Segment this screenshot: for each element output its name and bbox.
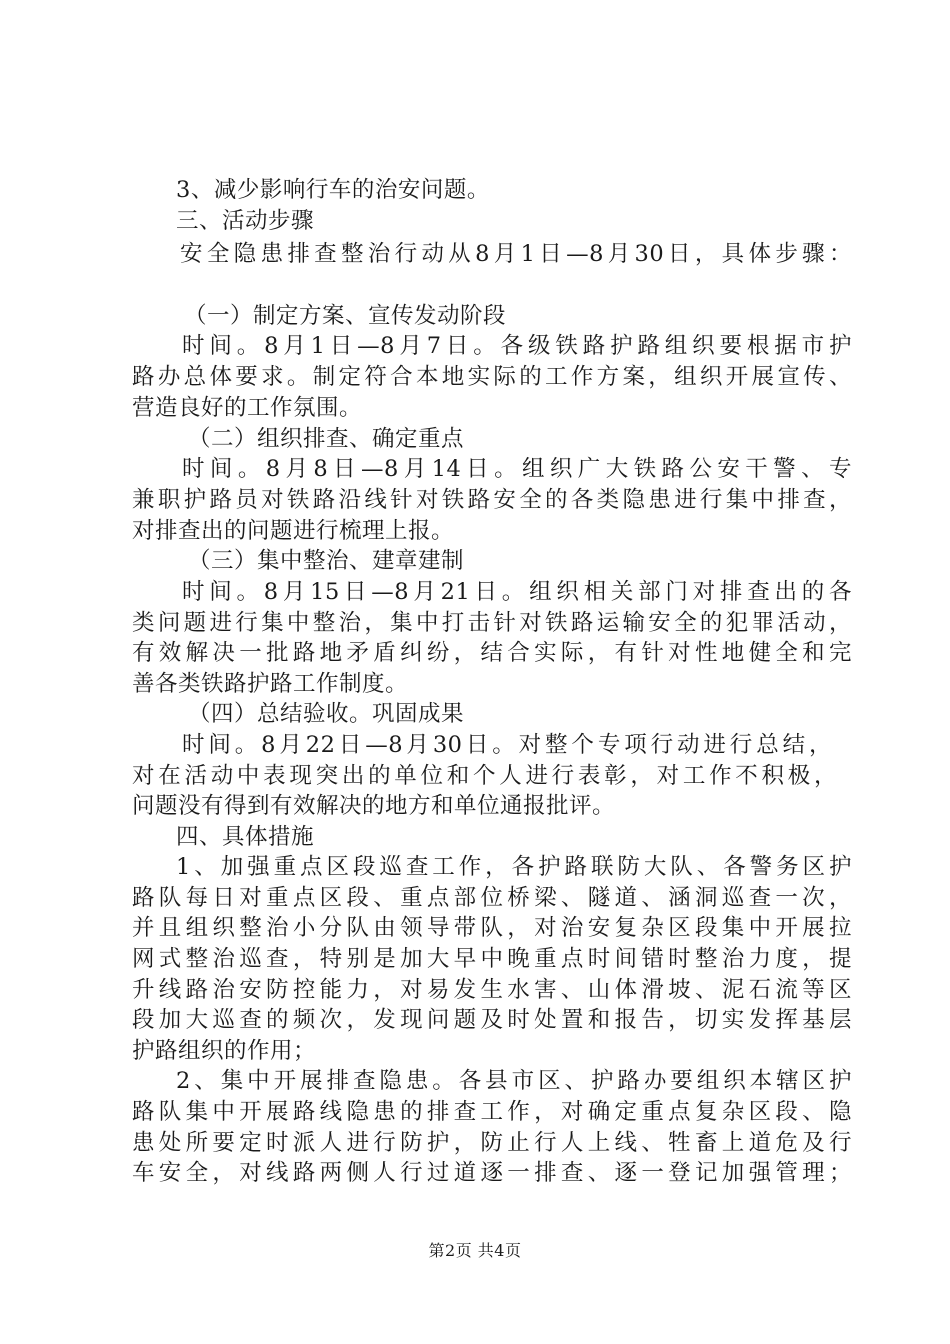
paragraph-line: 护路组织的作用；	[132, 1038, 317, 1064]
paragraph-line: 网式整治巡查，特别是加大早中晚重点时间错时整治力度，提	[132, 946, 852, 972]
paragraph-line: 对排查出的问题进行梳理上报。	[132, 518, 455, 544]
paragraph-line: 营造良好的工作氛围。	[132, 395, 363, 421]
subsection-heading-1: （一）制定方案、宣传发动阶段	[184, 303, 507, 329]
page-footer: 第2页 共4页	[428, 1241, 522, 1260]
paragraph-line: 时间。8月22日—8月30日。对整个专项行动进行总结，	[182, 732, 832, 758]
paragraph-line: 兼职护路员对铁路沿线针对铁路安全的各类隐患进行集中排查，	[132, 487, 852, 513]
paragraph-line: 段加大巡查的频次，发现问题及时处置和报告，切实发挥基层	[132, 1007, 852, 1033]
section-heading-4: 四、具体措施	[176, 824, 315, 850]
paragraph-line: 患处所要定时派人进行防护，防止行人上线、牲畜上道危及行	[132, 1130, 852, 1156]
paragraph-line: 路队集中开展路线隐患的排查工作，对确定重点复杂区段、隐	[132, 1099, 852, 1125]
subsection-heading-2: （二）组织排查、确定重点	[188, 426, 465, 452]
paragraph-line: 类问题进行集中整治，集中打击针对铁路运输安全的犯罪活动，	[132, 610, 852, 636]
paragraph-line: 并且组织整治小分队由领导带队，对治安复杂区段集中开展拉	[132, 915, 852, 941]
paragraph-line: 有效解决一批路地矛盾纠纷，结合实际，有针对性地健全和完	[132, 640, 852, 666]
list-item-3: 3、减少影响行车的治安问题。	[176, 177, 490, 203]
section-heading-3: 三、活动步骤	[176, 208, 315, 234]
paragraph-line: 对在活动中表现突出的单位和个人进行表彰，对工作不积极，	[132, 763, 837, 789]
paragraph-line: 升线路治安防控能力，对易发生水害、山体滑坡、泥石流等区	[132, 977, 852, 1003]
paragraph-line: 1、加强重点区段巡查工作，各护路联防大队、各警务区护	[176, 854, 852, 880]
paragraph-line: 善各类铁路护路工作制度。	[132, 671, 409, 697]
subsection-heading-3: （三）集中整治、建章建制	[188, 548, 465, 574]
paragraph-line: 时间。8月15日—8月21日。组织相关部门对排查出的各	[182, 579, 852, 605]
paragraph-line: 路办总体要求。制定符合本地实际的工作方案，组织开展宣传、	[132, 364, 852, 390]
subsection-heading-4: （四）总结验收。巩固成果	[188, 701, 465, 727]
paragraph-line: 车安全，对线路两侧人行过道逐一排查、逐一登记加强管理；	[132, 1160, 852, 1186]
paragraph-line: 安全隐患排查整治行动从8月1日—8月30日，具体步骤：	[180, 241, 852, 267]
paragraph-line: 问题没有得到有效解决的地方和单位通报批评。	[132, 793, 616, 819]
paragraph-line: 时间。8月1日—8月7日。各级铁路护路组织要根据市护	[182, 333, 852, 359]
paragraph-line: 时间。8月8日—8月14日。组织广大铁路公安干警、专	[182, 456, 852, 482]
paragraph-line: 路队每日对重点区段、重点部位桥梁、隧道、涵洞巡查一次，	[132, 885, 852, 911]
paragraph-line: 2、集中开展排查隐患。各县市区、护路办要组织本辖区护	[176, 1068, 852, 1094]
